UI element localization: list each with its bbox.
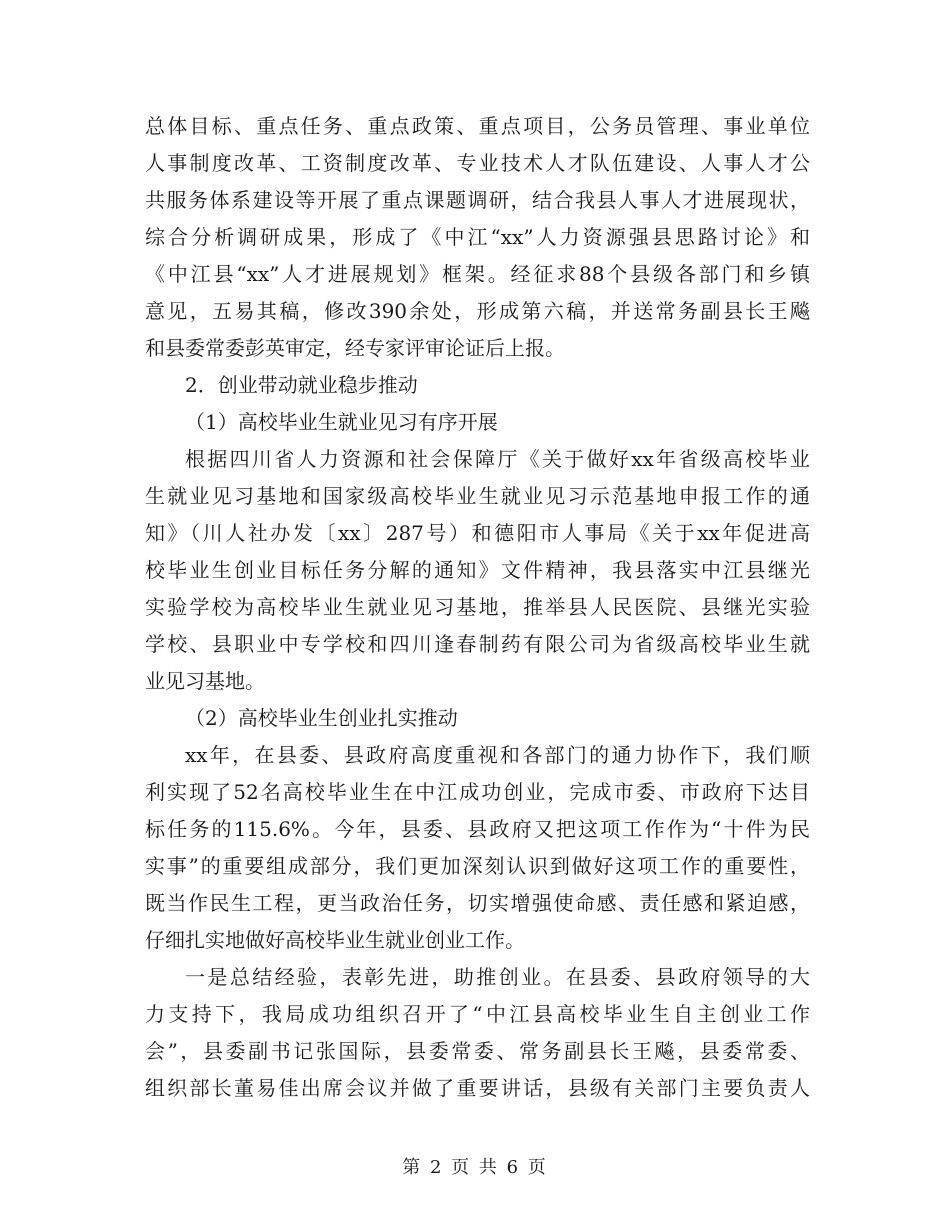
paragraph-line: 生就业见习基地和国家级高校毕业生就业见习示范基地申报工作的通 bbox=[145, 484, 810, 508]
paragraph-line: 校毕业生创业目标任务分解的通知》文件精神，我县落实中江县继光 bbox=[145, 558, 810, 582]
paragraph-line: 组织部长董易佳出席会议并做了重要讲话，县级有关部门主要负责人 bbox=[145, 1076, 810, 1100]
paragraph-line: 综合分析调研成果，形成了《中江“xx”人力资源强县思路讨论》和 bbox=[145, 225, 810, 249]
paragraph-line: 力支持下，我局成功组织召开了“中江县高校毕业生自主创业工作 bbox=[145, 1002, 810, 1026]
subsection-heading: （2）高校毕业生创业扎实推动 bbox=[185, 706, 458, 730]
paragraph-line: 既当作民生工程，更当政治任务，切实增强使命感、责任感和紧迫感， bbox=[145, 891, 810, 915]
paragraph-line: 共服务体系建设等开展了重点课题调研，结合我县人事人才进展现状， bbox=[145, 188, 810, 212]
section-heading: 2．创业带动就业稳步推动 bbox=[185, 373, 418, 397]
paragraph-line: 意见，五易其稿，修改390余处，形成第六稿，并送常务副县长王飚 bbox=[145, 299, 810, 323]
paragraph-line: 会”，县委副书记张国际，县委常委、常务副县长王飚，县委常委、 bbox=[145, 1039, 810, 1063]
paragraph-line: 利实现了52名高校毕业生在中江成功创业，完成市委、市政府下达目 bbox=[145, 780, 810, 804]
paragraph-line: 学校、县职业中专学校和四川逢春制药有限公司为省级高校毕业生就 bbox=[145, 632, 810, 656]
paragraph-line: 《中江县“xx”人才进展规划》框架。经征求88个县级各部门和乡镇 bbox=[145, 262, 810, 286]
paragraph-line: 总体目标、重点任务、重点政策、重点项目，公务员管理、事业单位 bbox=[145, 114, 810, 138]
paragraph-line: 和县委常委彭英审定，经专家评审论证后上报。 bbox=[145, 336, 565, 360]
document-body bbox=[145, 108, 810, 1107]
paragraph-line: 标任务的115.6%。今年，县委、县政府又把这项工作作为“十件为民 bbox=[145, 817, 810, 841]
paragraph-line: 业见习基地。 bbox=[145, 669, 265, 693]
paragraph-line: xx年，在县委、县政府高度重视和各部门的通力协作下，我们顺 bbox=[185, 743, 810, 767]
paragraph-line: 仔细扎实地做好高校毕业生就业创业工作。 bbox=[145, 928, 525, 952]
paragraph-line: 一是总结经验，表彰先进，助推创业。在县委、县政府领导的大 bbox=[185, 965, 810, 989]
paragraph-line: 根据四川省人力资源和社会保障厅《关于做好xx年省级高校毕业 bbox=[185, 447, 810, 471]
paragraph-line: 人事制度改革、工资制度改革、专业技术人才队伍建设、人事人才公 bbox=[145, 151, 810, 175]
subsection-heading: （1）高校毕业生就业见习有序开展 bbox=[185, 410, 498, 434]
paragraph-line: 知》（川人社办发〔xx〕287号）和德阳市人事局《关于xx年促进高 bbox=[145, 521, 810, 545]
paragraph-line: 实验学校为高校毕业生就业见习基地，推举县人民医院、县继光实验 bbox=[145, 595, 810, 619]
page-number-footer: 第 2 页 共 6 页 bbox=[402, 1157, 548, 1178]
paragraph-line: 实事”的重要组成部分，我们更加深刻认识到做好这项工作的重要性， bbox=[145, 854, 810, 878]
